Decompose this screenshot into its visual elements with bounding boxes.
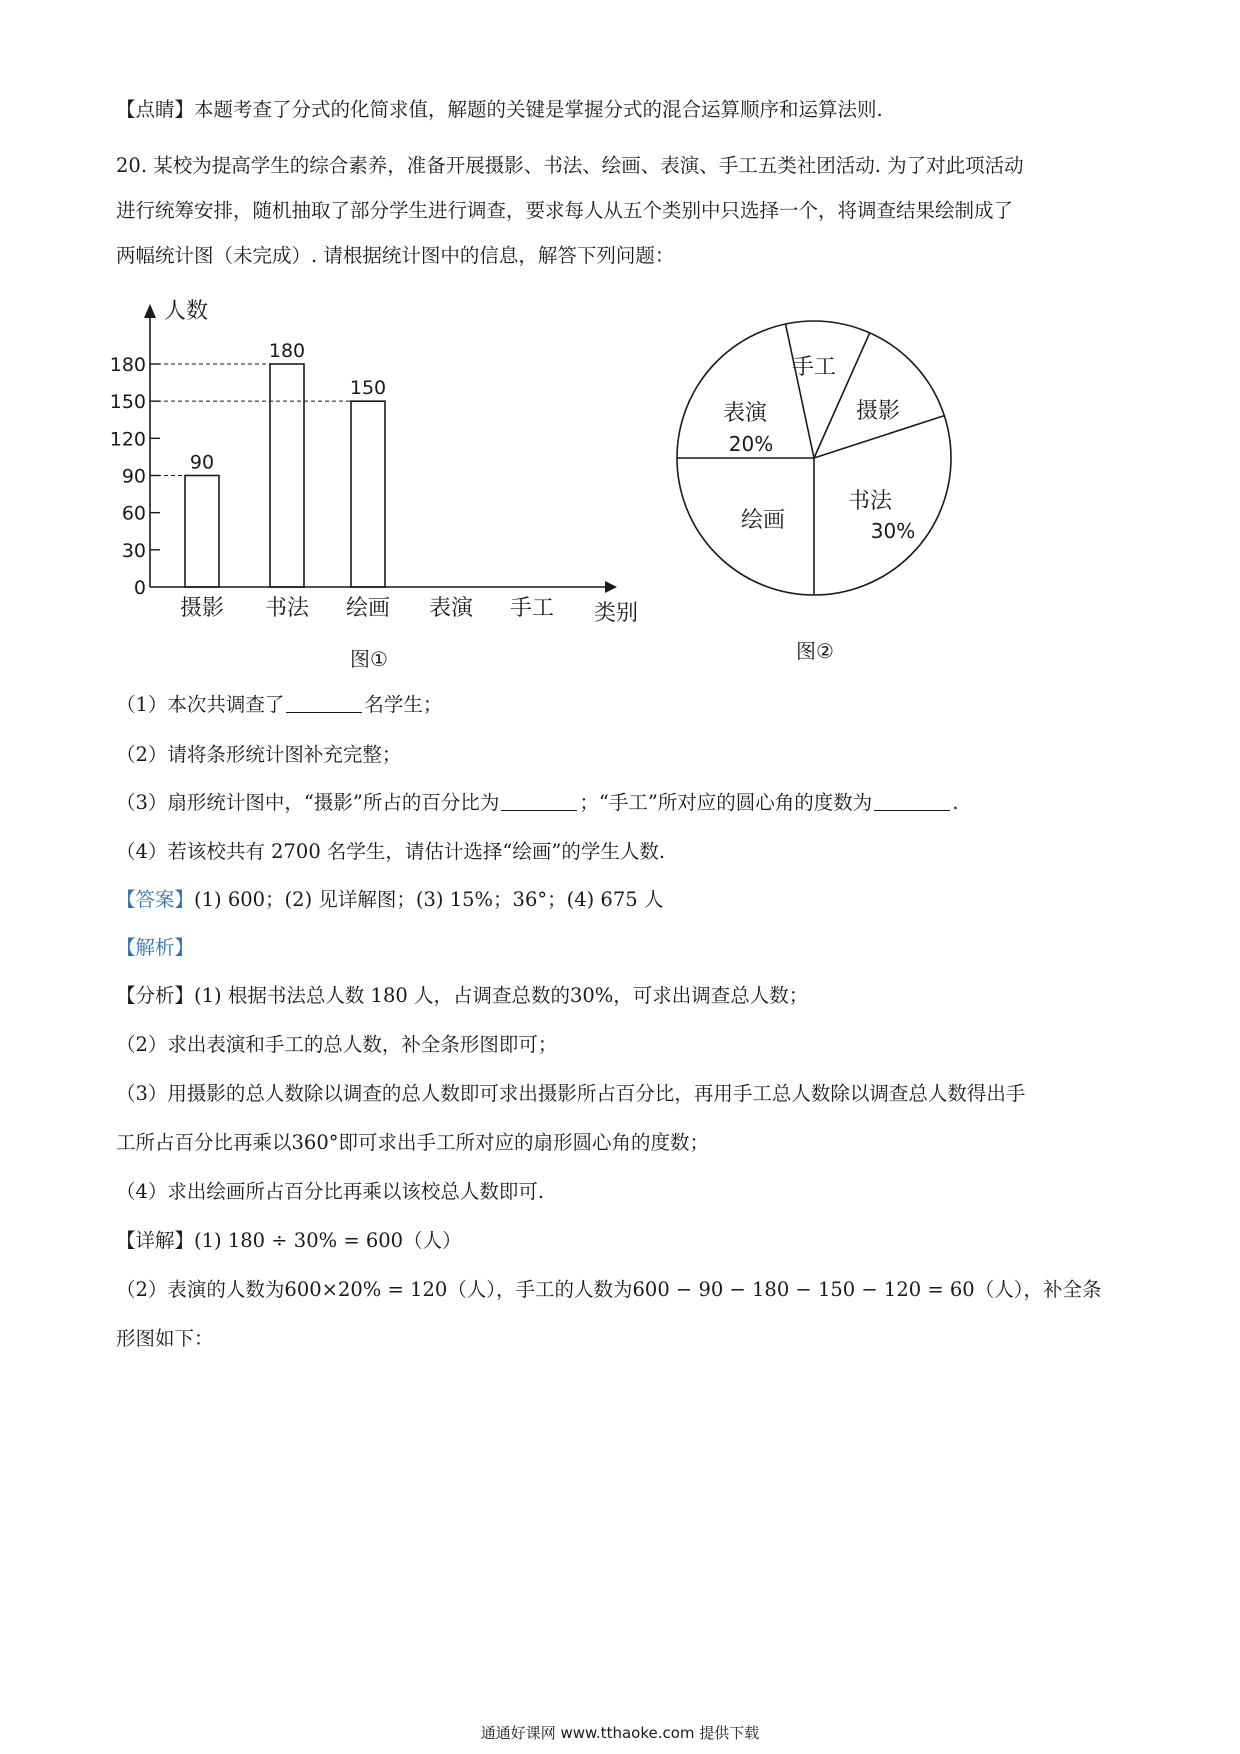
- dianjing-tag: 【点睛】: [116, 98, 195, 121]
- q1-suffix: 名学生；: [364, 693, 443, 716]
- analysis-tag: 【分析】: [116, 984, 195, 1007]
- x-category-label: 手工: [509, 596, 555, 621]
- analysis-line-5: （4）求出绘画所占百分比再乘以该校总人数即可.: [116, 1180, 545, 1203]
- x-category-label: 表演: [428, 596, 474, 621]
- y-tick-label: 60: [121, 502, 146, 525]
- q1-prefix: （1）本次共调查了: [116, 693, 285, 716]
- detail-text-1: (1) 180 ÷ 30% = 600（人）: [194, 1229, 462, 1252]
- q3-blank-2: [874, 790, 950, 811]
- y-tick-label: 0: [133, 577, 146, 599]
- x-category-label: 绘画: [345, 596, 391, 621]
- pie-chart: [0, 0, 1240, 700]
- subquestion-3: [116, 788, 1140, 818]
- detail-tag: 【详解】: [116, 1229, 195, 1252]
- pie-slice-percent: 20%: [728, 432, 774, 456]
- y-tick-label: 90: [121, 465, 146, 488]
- x-category-label: 摄影: [179, 596, 225, 621]
- question-line-2: 进行统筹安排，随机抽取了部分学生进行调查，要求每人从五个类别中只选择一个，将调查结果绘制成了: [116, 199, 1014, 222]
- subquestion-1: [116, 690, 1140, 720]
- q3-suffix: .: [952, 791, 959, 814]
- pie-slice-label: 书法: [847, 489, 893, 514]
- bar-value-label: 150: [349, 377, 387, 400]
- answer-tag: 【答案】: [116, 888, 195, 911]
- bar-value-label: 90: [189, 451, 215, 474]
- pie-slice-boundary: [814, 333, 870, 458]
- q3-middle: ；“手工”所对应的圆心角的度数为: [579, 791, 873, 814]
- pie-slice-boundary: [786, 324, 814, 458]
- detail-line-3: 形图如下：: [116, 1327, 214, 1350]
- bar-chart-caption: 图①: [350, 647, 388, 671]
- bar-value-label: 180: [268, 340, 306, 362]
- page-footer: 通通好课网 www.tthaoke.com 提供下载: [480, 1724, 760, 1742]
- dianjing-text: 本题考查了分式的化简求值，解题的关键是掌握分式的混合运算顺序和运算法则.: [194, 98, 883, 121]
- x-axis-label: 类别: [593, 601, 639, 626]
- analysis-line-1: [116, 981, 1140, 1011]
- analysis-line-3: （3）用摄影的总人数除以调查的总人数即可求出摄影所占百分比，再用手工总人数除以调查总人数得出手: [116, 1082, 1026, 1105]
- q3-prefix: （3）扇形统计图中，“摄影”所占的百分比为: [116, 791, 500, 814]
- pie-slice-label: 表演: [722, 401, 768, 426]
- analysis-line-4: 工所占百分比再乘以360°即可求出手工所对应的扇形圆心角的度数；: [116, 1131, 709, 1154]
- y-tick-label: 150: [109, 391, 146, 414]
- y-tick-label: 120: [109, 428, 146, 451]
- q1-blank: [286, 692, 362, 713]
- question-line-3: 两幅统计图（未完成）. 请根据统计图中的信息，解答下列问题：: [116, 244, 675, 267]
- y-tick-label: 180: [109, 354, 146, 376]
- x-category-label: 书法: [264, 596, 310, 621]
- detail-line-1: [116, 1226, 1140, 1256]
- y-axis-label: 人数: [164, 299, 209, 324]
- subquestion-4: （4）若该校共有 2700 名学生，请估计选择“绘画”的学生人数.: [116, 840, 666, 863]
- detail-line-2: （2）表演的人数为600×20% = 120（人），手工的人数为600 − 90 − 180 − 150 − 120 = 60（人），补全条: [116, 1278, 1102, 1301]
- jiexi-tag: 【解析】: [116, 936, 195, 959]
- y-tick-label: 30: [121, 539, 146, 562]
- pie-slice-label: 摄影: [855, 399, 901, 424]
- question-line-1: 20. 某校为提高学生的综合素养，准备开展摄影、书法、绘画、表演、手工五类社团活动. 为了对此项活动: [116, 154, 1024, 177]
- answer-text: (1) 600；(2) 见详解图；(3) 15%；36°；(4) 675 人: [194, 888, 664, 911]
- q3-blank-1: [501, 790, 577, 811]
- pie-chart-caption: 图②: [796, 639, 834, 663]
- analysis-line-2: （2）求出表演和手工的总人数，补全条形图即可；: [116, 1033, 558, 1056]
- answer-line: [116, 885, 1140, 915]
- pie-slice-percent: 30%: [870, 519, 916, 543]
- pie-slice-label: 绘画: [740, 508, 786, 533]
- analysis-text-1: (1) 根据书法总人数 180 人，占调查总数的30%，可求出调查总人数；: [194, 984, 809, 1007]
- subquestion-2: （2）请将条形统计图补充完整；: [116, 743, 402, 766]
- pie-slice-label: 手工: [791, 355, 837, 380]
